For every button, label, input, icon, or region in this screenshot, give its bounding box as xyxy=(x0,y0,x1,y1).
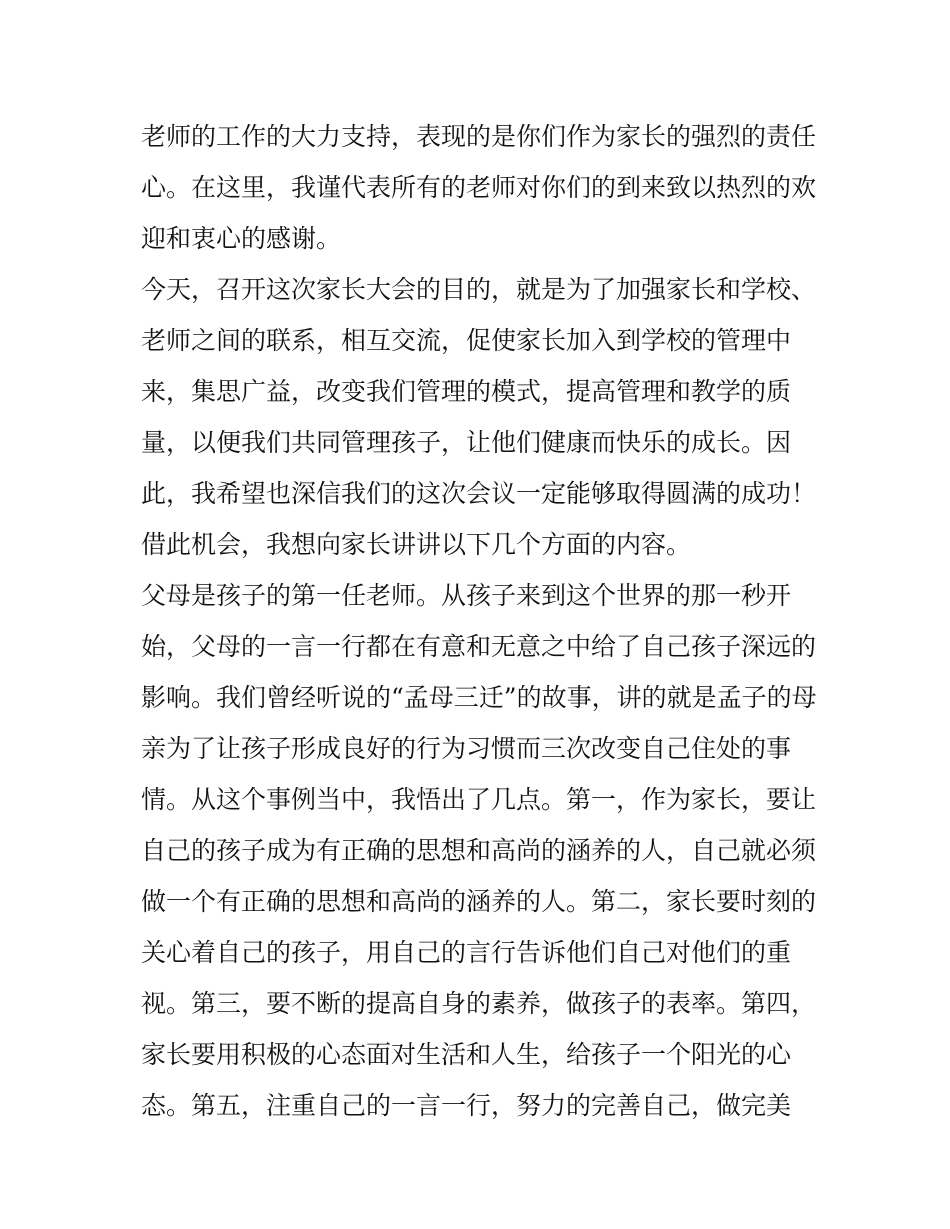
text-line-6: 来，集思广益，改变我们管理的模式，提高管理和教学的质 xyxy=(141,377,792,406)
text-line-8: 此，我希望也深信我们的这次会议一定能够取得圆满的成功！ xyxy=(141,479,817,508)
text-line-17: 关心着自己的孩子，用自己的言行告诉他们自己对他们的重 xyxy=(141,938,792,967)
body-text xyxy=(141,111,821,1131)
text-line-11: 始，父母的一言一行都在有意和无意之中给了自己孩子深远的 xyxy=(141,632,817,661)
text-line-12: 影响。我们曾经听说的“孟母三迁”的故事，讲的就是孟子的母 xyxy=(141,683,817,712)
text-line-1: 老师的工作的大力支持，表现的是你们作为家长的强烈的责任 xyxy=(141,122,817,151)
text-line-3: 迎和衷心的感谢。 xyxy=(141,224,342,253)
text-line-7: 量，以便我们共同管理孩子，让他们健康而快乐的成长。因 xyxy=(141,428,792,457)
text-line-10: 父母是孩子的第一任老师。从孩子来到这个世界的那一秒开 xyxy=(141,581,792,610)
text-line-9: 借此机会，我想向家长讲讲以下几个方面的内容。 xyxy=(141,530,692,559)
text-line-15: 自己的孩子成为有正确的思想和高尚的涵养的人，自己就必须 xyxy=(141,836,817,865)
text-line-16: 做一个有正确的思想和高尚的涵养的人。第二，家长要时刻的 xyxy=(141,887,817,916)
text-line-20: 态。第五，注重自己的一言一行，努力的完善自己，做完美 xyxy=(141,1091,792,1120)
text-line-13: 亲为了让孩子形成良好的行为习惯而三次改变自己住处的事 xyxy=(141,734,792,763)
text-line-19: 家长要用积极的心态面对生活和人生，给孩子一个阳光的心 xyxy=(141,1040,792,1069)
text-line-5: 老师之间的联系，相互交流，促使家长加入到学校的管理中 xyxy=(141,326,792,355)
text-line-18: 视。第三，要不断的提高自身的素养，做孩子的表率。第四， xyxy=(141,989,817,1018)
text-line-2: 心。在这里，我谨代表所有的老师对你们的到来致以热烈的欢 xyxy=(141,173,817,202)
text-line-4: 今天，召开这次家长大会的目的，就是为了加强家长和学校、 xyxy=(141,275,817,304)
text-line-14: 情。从这个事例当中，我悟出了几点。第一，作为家长，要让 xyxy=(141,785,817,814)
